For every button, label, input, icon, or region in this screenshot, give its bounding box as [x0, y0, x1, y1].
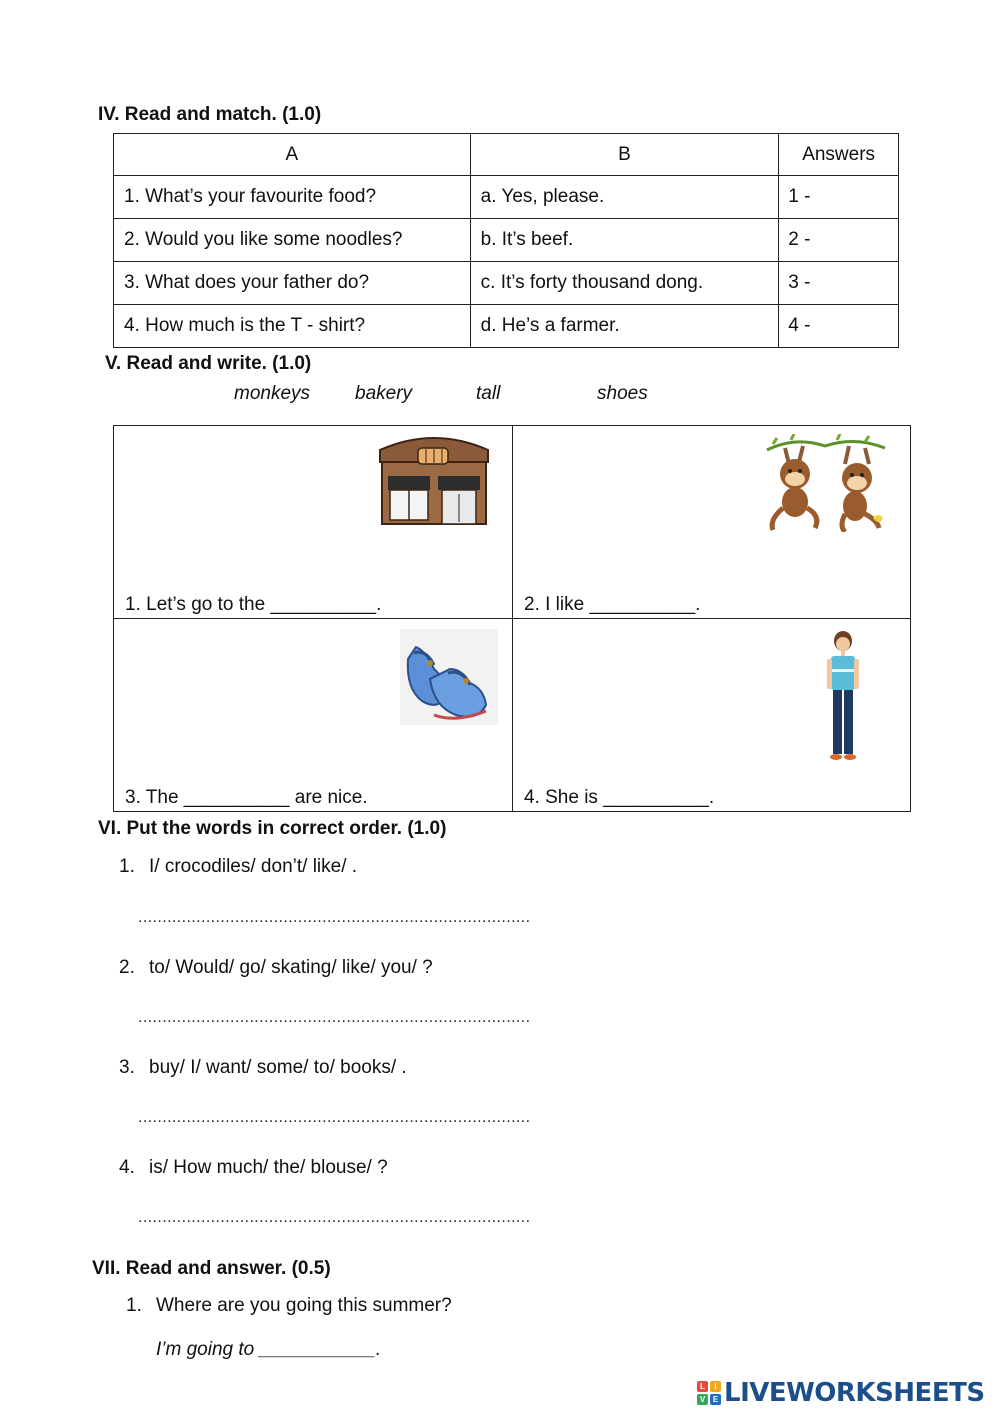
table-row [114, 305, 899, 348]
question-cell: 4. How much is the T - shirt? [114, 305, 471, 348]
liveworksheets-logo [697, 1376, 985, 1410]
answer-cell[interactable]: 3 - [779, 262, 899, 305]
picture-cell-1 [114, 426, 513, 619]
scrambled-sentence: is/ How much/ the/ blouse/ ? [149, 1157, 388, 1178]
monkeys-icon [765, 434, 887, 532]
column-header-answers: Answers [779, 134, 899, 176]
word-bank-item: tall [476, 383, 501, 404]
item-number: 1. [126, 1295, 142, 1316]
word-bank-item: monkeys [234, 383, 311, 404]
table-header-row [114, 134, 899, 176]
picture-cell-2 [513, 426, 910, 619]
logo-mark-tile: I [710, 1381, 721, 1392]
scrambled-sentence: to/ Would/ go/ skating/ like/ you/ ? [149, 957, 433, 978]
answer-cell[interactable]: 2 - [779, 219, 899, 262]
answer-line[interactable]: ................................................................................. [138, 1209, 531, 1226]
table-row [114, 219, 899, 262]
scrambled-sentence: buy/ I/ want/ some/ to/ books/ . [149, 1057, 407, 1078]
shoes-icon [400, 629, 498, 725]
item-number: 4. [119, 1157, 135, 1178]
section-5-heading: V. Read and write. (1.0) [105, 353, 312, 374]
table-row [114, 262, 899, 305]
section-6-heading: VI. Put the words in correct order. (1.0) [98, 818, 447, 839]
response-cell: b. It’s beef. [470, 219, 779, 262]
bakery-icon [376, 432, 492, 526]
answer-line[interactable]: ................................................................................. [138, 909, 531, 926]
picture-cell-3 [114, 619, 513, 811]
match-table [113, 133, 899, 348]
logo-mark-icon [697, 1381, 721, 1405]
word-bank-item: bakery [355, 383, 413, 404]
answer-stem[interactable]: I’m going to ___________. [156, 1339, 382, 1360]
girl-icon [823, 627, 863, 765]
response-cell: d. He’s a farmer. [470, 305, 779, 348]
response-cell: a. Yes, please. [470, 176, 779, 219]
word-bank-item: shoes [597, 383, 648, 404]
item-number: 3. [119, 1057, 135, 1078]
logo-mark-tile: E [710, 1394, 721, 1405]
section-7-heading: VII. Read and answer. (0.5) [92, 1258, 331, 1279]
logo-wordmark: LIVEWORKSHEETS [724, 1378, 985, 1408]
answer-line[interactable]: ................................................................................. [138, 1009, 531, 1026]
answer-cell[interactable]: 1 - [779, 176, 899, 219]
section-4-heading: IV. Read and match. (1.0) [98, 104, 322, 125]
column-header-b: B [470, 134, 779, 176]
caption: 4. She is __________. [524, 787, 715, 808]
answer-cell[interactable]: 4 - [779, 305, 899, 348]
picture-grid [113, 425, 911, 812]
question-text: Where are you going this summer? [156, 1295, 452, 1316]
scrambled-sentence: I/ crocodiles/ don’t/ like/ . [149, 856, 358, 877]
table-row [114, 176, 899, 219]
caption: 2. I like __________. [524, 594, 701, 615]
caption: 3. The __________ are nice. [125, 787, 368, 808]
item-number: 1. [119, 856, 135, 877]
response-cell: c. It’s forty thousand dong. [470, 262, 779, 305]
picture-cell-4 [513, 619, 910, 811]
logo-mark-tile: L [697, 1381, 708, 1392]
item-number: 2. [119, 957, 135, 978]
caption: 1. Let’s go to the __________. [125, 594, 382, 615]
question-cell: 1. What’s your favourite food? [114, 176, 471, 219]
question-cell: 3. What does your father do? [114, 262, 471, 305]
column-header-a: A [114, 134, 471, 176]
logo-mark-tile: V [697, 1394, 708, 1405]
answer-line[interactable]: ................................................................................. [138, 1109, 531, 1126]
question-cell: 2. Would you like some noodles? [114, 219, 471, 262]
